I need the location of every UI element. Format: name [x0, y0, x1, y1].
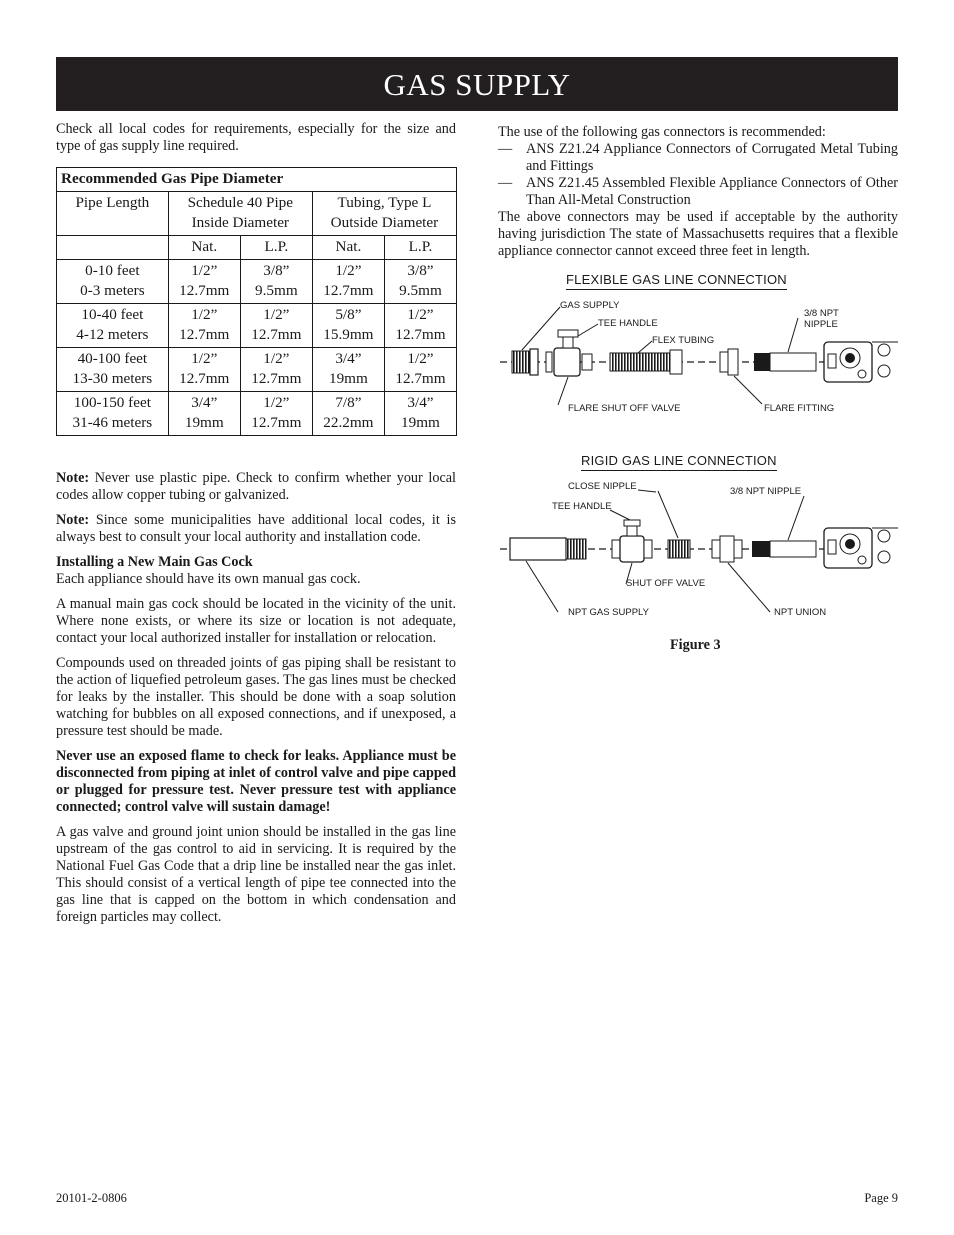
npt-nipple: [770, 541, 816, 557]
label-flare-fitting: FLARE FITTING: [764, 403, 835, 414]
table-cell: 1/2” 12.7mm: [312, 260, 384, 304]
label-close-nipple: CLOSE NIPPLE: [568, 481, 637, 492]
table-cell: 1/2” 12.7mm: [384, 348, 456, 392]
note-local-codes: Note: Since some municipalities have additional local codes, it is always best to consult your local authority and installation code.: [56, 512, 456, 545]
warning-flame: Never use an exposed flame to check for leaks. Appliance must be disconnected from piping at inlet of control valve and pipe capped or plugged for pressure test. Never pressure test with appliance connected; control valve will sustain damage!: [56, 748, 456, 815]
pipe-length-cell: 0-10 feet 0-3 meters: [57, 260, 169, 304]
install-text: Each appliance should have its own manual gas cock.: [56, 571, 361, 587]
table-row: [57, 392, 457, 436]
label-tee-handle: TEE HANDLE: [552, 501, 612, 512]
flexible-connection-drawing: [500, 300, 898, 414]
label-gas-supply: GAS SUPPLY: [560, 300, 620, 311]
para-main-gas-cock: A manual main gas cock should be located in the vicinity of the unit. Where none exists, or where its size or location is not adequate, contact your local authorized installer for installation or relocation.: [56, 596, 456, 646]
document-number: 20101-2-0806: [56, 1191, 127, 1205]
header-pipe-length: Pipe Length: [57, 192, 169, 236]
table-cell: 3/8” 9.5mm: [240, 260, 312, 304]
left-column: [56, 121, 456, 926]
pipe-length-cell: 10-40 feet 4-12 meters: [57, 304, 169, 348]
header-lp: L.P.: [240, 236, 312, 260]
connectors-intro: The use of the following gas connectors is recommended:: [498, 124, 826, 140]
tee-handle: [558, 330, 578, 337]
table-title: Recommended Gas Pipe Diameter: [57, 168, 457, 192]
note-plastic-pipe: Note: Never use plastic pipe. Check to confirm whether your local codes allow copper tubing or galvanized.: [56, 470, 456, 503]
npt-nipple: [770, 353, 816, 371]
table-cell: 1/2” 12.7mm: [168, 304, 240, 348]
tee-handle: [624, 520, 640, 526]
table-cell: 1/2” 12.7mm: [168, 260, 240, 304]
table-cell: 5/8” 15.9mm: [312, 304, 384, 348]
table-row: [57, 260, 457, 304]
control-valve-icon: [824, 342, 898, 382]
label-tee-handle: TEE HANDLE: [598, 318, 658, 329]
page-number: Page 9: [864, 1191, 898, 1205]
label-flare-shut-off-valve: FLARE SHUT OFF VALVE: [568, 403, 681, 414]
npt-gas-supply-pipe: [510, 538, 566, 560]
table-cell: 3/4” 19mm: [168, 392, 240, 436]
page-title-banner: [56, 57, 898, 111]
connectors-paragraph: The above connectors may be used if acceptable by the authority having jurisdiction The state of Massachusetts requires that a flexible appliance connector cannot exceed three feet in length.: [498, 209, 898, 259]
header-lp: L.P.: [384, 236, 456, 260]
list-item: — ANS Z21.45 Assembled Flexible Appliance Connectors of Other Than All-Metal Construction: [498, 175, 898, 208]
list-item: — ANS Z21.24 Appliance Connectors of Corrugated Metal Tubing and Fittings: [498, 141, 898, 174]
header-tubing-type-l: Tubing, Type L Outside Diameter: [312, 192, 456, 236]
pipe-length-cell: 100-150 feet 31-46 meters: [57, 392, 169, 436]
table-row: [57, 304, 457, 348]
gas-connection-diagrams: [498, 270, 898, 630]
header-nat: Nat.: [168, 236, 240, 260]
table-cell: 3/4” 19mm: [312, 348, 384, 392]
pipe-length-cell: 40-100 feet 13-30 meters: [57, 348, 169, 392]
header-blank: [57, 236, 169, 260]
table-cell: 7/8” 22.2mm: [312, 392, 384, 436]
table-cell: 1/2” 12.7mm: [168, 348, 240, 392]
right-column: [498, 124, 898, 260]
shut-off-valve: [620, 536, 644, 562]
gas-pipe-table: [56, 167, 457, 436]
table-cell: 3/8” 9.5mm: [384, 260, 456, 304]
label-flex-tubing: FLEX TUBING: [652, 335, 715, 346]
label-npt-gas-supply: NPT GAS SUPPLY: [568, 607, 649, 618]
table-cell: 1/2” 12.7mm: [240, 392, 312, 436]
npt-union: [720, 536, 734, 562]
para-compounds: Compounds used on threaded joints of gas piping shall be resistant to the action of liquefied petroleum gases. The gas lines must be checked for leaks by the installer. This should be done with a soap solution watching for bubbles on all exposed connections, and if unexposed, a pressure test should be made.: [56, 655, 457, 739]
header-nat: Nat.: [312, 236, 384, 260]
control-valve-icon: [824, 528, 898, 568]
table-cell: 1/2” 12.7mm: [240, 348, 312, 392]
flare-shut-off-valve: [554, 348, 580, 376]
page-title: GAS SUPPLY: [383, 67, 571, 102]
flare-fitting: [720, 352, 728, 372]
table-cell: 1/2” 12.7mm: [240, 304, 312, 348]
para-gas-valve: A gas valve and ground joint union should be installed in the gas line upstream of the gas control to aid in servicing. It is required by the National Fuel Gas Code that a drip line be installed near the gas inlet. This should consist of a vertical length of pipe tee connected into the gas line that is capped on the bottom in which condensation and foreign particles may collect.: [56, 824, 456, 925]
close-nipple: [668, 540, 690, 558]
gas-supply-fitting: [512, 351, 530, 373]
table-cell: 1/2” 12.7mm: [384, 304, 456, 348]
rigid-connection-drawing: [500, 481, 898, 618]
figure-caption: Figure 3: [670, 637, 721, 653]
table-row: [57, 348, 457, 392]
table-cell: 3/4” 19mm: [384, 392, 456, 436]
rigid-diagram-title: RIGID GAS LINE CONNECTION: [581, 453, 777, 471]
label-npt-nipple-1: 3/8 NPT: [804, 308, 839, 319]
label-npt-union: NPT UNION: [774, 607, 827, 618]
install-heading: Installing a New Main Gas Cock: [56, 554, 253, 570]
label-npt-nipple-2: NIPPLE: [804, 319, 838, 330]
label-npt-nipple: 3/8 NPT NIPPLE: [730, 486, 802, 497]
intro-paragraph: Check all local codes for requirements, especially for the size and type of gas supply line required.: [56, 121, 456, 154]
flex-tubing: [610, 353, 670, 371]
flex-diagram-title: FLEXIBLE GAS LINE CONNECTION: [566, 272, 787, 290]
label-shut-off-valve: SHUT OFF VALVE: [626, 578, 706, 589]
header-schedule-40: Schedule 40 Pipe Inside Diameter: [168, 192, 312, 236]
